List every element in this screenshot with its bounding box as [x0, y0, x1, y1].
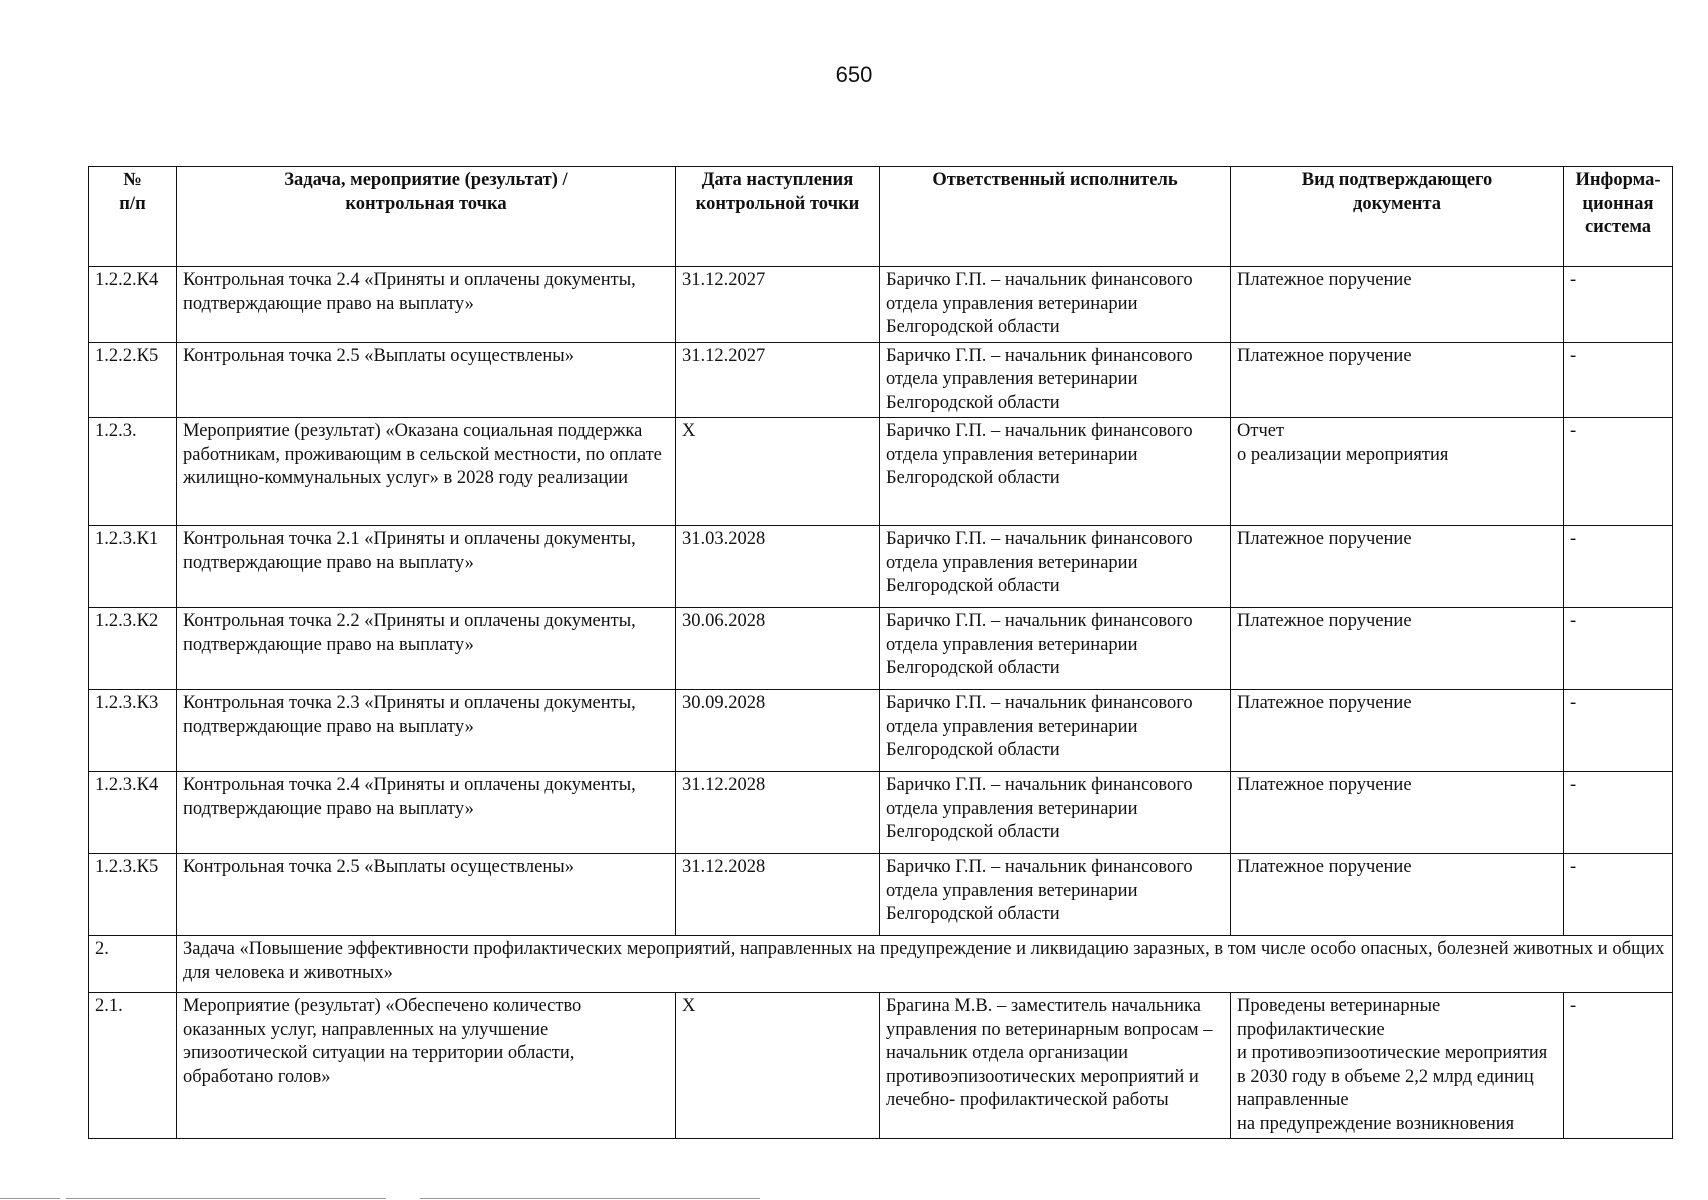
row-info-system: - [1564, 608, 1673, 690]
row-date: 31.12.2028 [676, 854, 880, 936]
table-row [89, 993, 1673, 1139]
row-num: 1.2.3.К3 [89, 690, 177, 772]
table-row [89, 418, 1673, 526]
row-doc-type: Платежное поручение [1231, 526, 1564, 608]
table-row [89, 267, 1673, 343]
row-info-system: - [1564, 342, 1673, 418]
table-row [89, 608, 1673, 690]
scan-artifact-line [66, 1198, 386, 1199]
header-num: № п/п [89, 167, 177, 267]
row-executor: Баричко Г.П. – начальник финансового отдела управления ветеринарии Белгородской области [880, 342, 1231, 418]
row-date: 31.12.2027 [676, 342, 880, 418]
row-doc-type: Отчет о реализации мероприятия [1231, 418, 1564, 526]
row-executor: Баричко Г.П. – начальник финансового отдела управления ветеринарии Белгородской области [880, 526, 1231, 608]
row-doc-type: Платежное поручение [1231, 690, 1564, 772]
row-executor: Баричко Г.П. – начальник финансового отдела управления ветеринарии Белгородской области [880, 690, 1231, 772]
table-row [89, 526, 1673, 608]
row-num: 1.2.3. [89, 418, 177, 526]
row-executor: Баричко Г.П. – начальник финансового отдела управления ветеринарии Белгородской области [880, 418, 1231, 526]
row-info-system: - [1564, 526, 1673, 608]
header-info-system: Информа- ционная система [1564, 167, 1673, 267]
scan-artifact-line [420, 1198, 760, 1199]
table-row [89, 690, 1673, 772]
row-task: Контрольная точка 2.5 «Выплаты осуществлены» [177, 854, 676, 936]
row-doc-type: Платежное поручение [1231, 267, 1564, 343]
row-date: 30.06.2028 [676, 608, 880, 690]
row-doc-type: Платежное поручение [1231, 342, 1564, 418]
row-task: Контрольная точка 2.4 «Приняты и оплачены документы, подтверждающие право на выплату» [177, 267, 676, 343]
row-executor: Баричко Г.П. – начальник финансового отдела управления ветеринарии Белгородской области [880, 772, 1231, 854]
row-task: Контрольная точка 2.1 «Приняты и оплачены документы, подтверждающие право на выплату» [177, 526, 676, 608]
row-date: Х [676, 993, 880, 1139]
row-date: 31.03.2028 [676, 526, 880, 608]
row-date: 31.12.2028 [676, 772, 880, 854]
task-row-text: Задача «Повышение эффективности профилактических мероприятий, направленных на предупреждение и ликвидацию заразных, в том числе особо опасных, болезней животных и общих для человека и животных» [177, 936, 1673, 993]
row-doc-type: Платежное поручение [1231, 772, 1564, 854]
row-info-system: - [1564, 993, 1673, 1139]
row-num: 1.2.3.К2 [89, 608, 177, 690]
table-header-row [89, 167, 1673, 267]
row-task: Мероприятие (результат) «Оказана социальная поддержка работникам, проживающим в сельской местности, по оплате жилищно-коммунальных услуг» в 2028 году реализации [177, 418, 676, 526]
header-date: Дата наступления контрольной точки [676, 167, 880, 267]
row-num: 1.2.3.К1 [89, 526, 177, 608]
scan-artifact-line [0, 1198, 60, 1199]
row-num: 1.2.2.К5 [89, 342, 177, 418]
row-executor: Брагина М.В. – заместитель начальника управления по ветеринарным вопросам – начальник отдела организации противоэпизоотических мероприятий и лечебно- профилактической работы [880, 993, 1231, 1139]
row-num: 1.2.3.К5 [89, 854, 177, 936]
row-info-system: - [1564, 772, 1673, 854]
row-info-system: - [1564, 690, 1673, 772]
row-num: 1.2.3.К4 [89, 772, 177, 854]
row-task: Контрольная точка 2.3 «Приняты и оплачены документы, подтверждающие право на выплату» [177, 690, 676, 772]
row-doc-type: Платежное поручение [1231, 854, 1564, 936]
row-executor: Баричко Г.П. – начальник финансового отдела управления ветеринарии Белгородской области [880, 267, 1231, 343]
row-task: Мероприятие (результат) «Обеспечено количество оказанных услуг, направленных на улучшение эпизоотической ситуации на территории области, обработано голов» [177, 993, 676, 1139]
row-date: Х [676, 418, 880, 526]
page-number: 650 [835, 62, 873, 87]
table-row [89, 342, 1673, 418]
header-doc-type: Вид подтверждающего документа [1231, 167, 1564, 267]
row-info-system: - [1564, 267, 1673, 343]
task-row [89, 936, 1673, 993]
row-task: Контрольная точка 2.2 «Приняты и оплачены документы, подтверждающие право на выплату» [177, 608, 676, 690]
row-date: 31.12.2027 [676, 267, 880, 343]
header-executor: Ответственный исполнитель [880, 167, 1231, 267]
table-row [89, 854, 1673, 936]
row-doc-type: Платежное поручение [1231, 608, 1564, 690]
table-row [89, 772, 1673, 854]
row-task: Контрольная точка 2.5 «Выплаты осуществлены» [177, 342, 676, 418]
row-executor: Баричко Г.П. – начальник финансового отдела управления ветеринарии Белгородской области [880, 854, 1231, 936]
row-executor: Баричко Г.П. – начальник финансового отдела управления ветеринарии Белгородской области [880, 608, 1231, 690]
row-info-system: - [1564, 854, 1673, 936]
row-doc-type: Проведены ветеринарные профилактические и противоэпизоотические мероприятия в 2030 году в объеме 2,2 млрд единиц направленные на предупреждение возникновения [1231, 993, 1564, 1139]
row-num: 1.2.2.К4 [89, 267, 177, 343]
task-row-num: 2. [89, 936, 177, 993]
header-task: Задача, мероприятие (результат) / контрольная точка [177, 167, 676, 267]
control-points-table [88, 166, 1673, 1139]
row-num: 2.1. [89, 993, 177, 1139]
row-date: 30.09.2028 [676, 690, 880, 772]
row-info-system: - [1564, 418, 1673, 526]
row-task: Контрольная точка 2.4 «Приняты и оплачены документы, подтверждающие право на выплату» [177, 772, 676, 854]
